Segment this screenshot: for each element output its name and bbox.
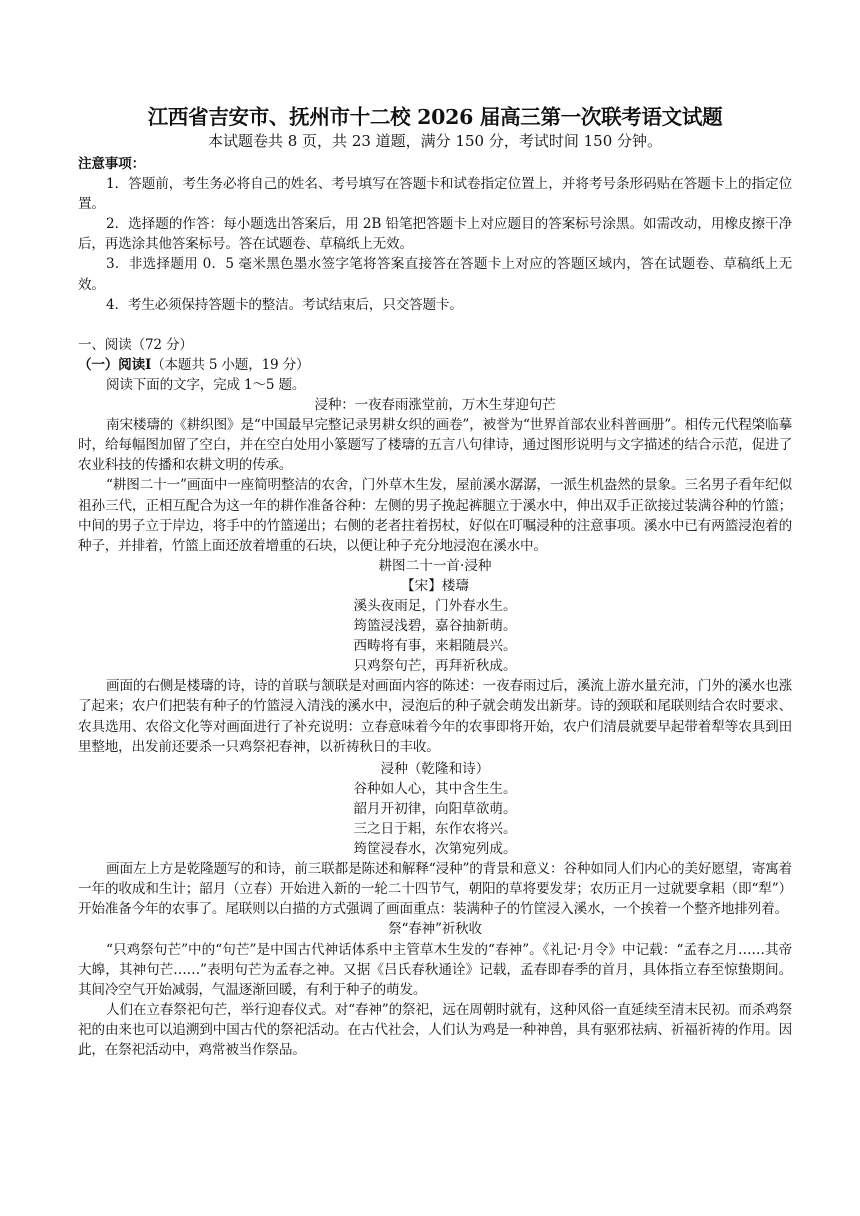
section-title: 一、阅读（72 分） <box>78 336 193 353</box>
exam-title: 江西省吉安市、抚州市十二校 2026 届高三第一次联考语文试题 <box>147 105 723 129</box>
paragraph-6: 人们在立春祭祀句芒，举行迎春仪式。对“春神”的祭祀，远在周朝时就有，这种风俗一直延续至清末民初。而杀鸡祭祀的由来也可以追溯到中国古代的祭祀活动。在古代社会，人们认为鸡是一种神兽，具有驱邪祛病、祈福祈祷的作用。因此，在祭祀活动中，鸡常被当作祭品。 <box>78 1001 792 1059</box>
poem2-line-4: 筠筐浸春水，次第宛列成。 <box>353 841 517 858</box>
poem1-author: 【宋】楼璹 <box>401 577 469 594</box>
poem2-title: 浸种（乾隆和诗） <box>380 760 490 777</box>
poem1-line-2: 筠篮浸浅碧，嘉谷抽新萌。 <box>353 618 517 635</box>
notice-heading: 注意事项： <box>78 156 145 172</box>
paragraph-2: “耕图二十一”画面中一座简明整洁的农舍，门外草木生发，屋前溪水潺潺，一派生机盎然的景象。三名男子看年纪似祖孙三代，正相互配合为这一年的耕作准备谷种：左侧的男子挽起裤腿立于溪水中，伸出双手正欲接过装满谷种的竹篮；中间的男子立于岸边，将手中的竹篮递出；右侧的老者拄着拐杖，好似在叮嘱浸种的注意事项。溪水中已有两篮浸泡着的种子，并排着，竹篮上面还放着增重的石块，以便让种子充分地浸泡在溪水中。 <box>78 477 792 554</box>
poem2-line-2: 韶月开初律，向阳草欲萌。 <box>353 800 517 817</box>
notice-item-3: 3．非选择题用 0．5 毫米黑色墨水签字笔将答案直接答在答题卡上对应的答题区域内，答在试题卷、草稿纸上无效。 <box>78 256 792 293</box>
reading-instruction: 阅读下面的文字，完成 1～5 题。 <box>106 376 306 393</box>
poem1-line-1: 溪头夜雨足，门外春水生。 <box>353 597 517 614</box>
notice-item-4: 4．考生必须保持答题卡的整洁。考试结束后，只交答题卡。 <box>106 296 463 313</box>
notice-item-1: 1．答题前，考生务必将自己的姓名、考号填写在答题卡和试卷指定位置上，并将考号条形码贴在答题卡上的指定位置。 <box>78 176 792 213</box>
subsection-title <box>78 355 792 375</box>
paragraph-5: “只鸡祭句芒”中的“句芒”是中国古代神话体系中主管草木生发的“春神”。《礼记·月令》中记载：“孟春之月……其帝大皞，其神句芒……”表明句芒为孟春之神。又据《吕氏春秋通诠》记载，孟春即春季的首月，具体指立春至惊蛰期间。其间冷空气开始减弱，气温逐渐回暖，有利于种子的萌发。 <box>78 941 792 998</box>
notice-item-2: 2．选择题的作答：每小题选出答案后，用 2B 铅笔把答题卡上对应题目的答案标号涂黑。如需改动，用橡皮擦干净后，再选涂其他答案标号。答在试题卷、草稿纸上无效。 <box>78 216 792 253</box>
article-heading: 浸种：一夜春雨涨堂前，万木生芽迎句芒 <box>314 397 556 414</box>
poem1-title: 耕图二十一首·浸种 <box>378 557 492 574</box>
subsection-label: （一）阅读Ⅰ <box>78 356 152 373</box>
poem2-line-3: 三之日于耜，东作农将兴。 <box>353 821 517 837</box>
paragraph-4: 画面左上方是乾隆题写的和诗，前三联都是陈述和解释“浸种”的背景和意义：谷种如同人们内心的美好愿望，寄寓着一年的收成和生计；韶月（立春）开始进入新的一轮二十四节气，朝阳的草将要发芽；农历正月一过就要拿耜（即“犁”）开始准备今年的农事了。尾联则以白描的方式强调了画面重点：装满种子的竹筐浸入溪水，一个挨着一个整齐地排列着。 <box>78 861 792 918</box>
exam-page <box>78 104 792 1060</box>
paragraph-3: 画面的右侧是楼璹的诗，诗的首联与颔联是对画面内容的陈述：一夜春雨过后，溪流上游水量充沛，门外的溪水也涨了起来；农户们把装有种子的竹篮浸入清浅的溪水中，浸泡后的种子就会萌发出新芽。诗的颈联和尾联则结合农时要求、农具选用、农俗文化等对画面进行了补充说明：立春意味着今年的农事即将开始，农户们清晨就要早起带着犁等农具到田里整地，出发前还要杀一只鸡祭祀春神，以祈祷秋日的丰收。 <box>78 678 792 755</box>
spacer <box>78 315 792 335</box>
poem1-line-4: 只鸡祭句芒，再拜祈秋成。 <box>353 658 517 675</box>
poem1-line-3: 西畴将有事，来耜随晨兴。 <box>353 638 517 655</box>
paragraph-1: 南宋楼璹的《耕织图》是“中国最早完整记录男耕女织的画卷”，被誉为“世界首部农业科普画册”。相传元代程棨临摹时，给每幅图加留了空白，并在空白处用小篆题写了楼璹的五言八句律诗，通过图形说明与文字描述的结合示范，促进了农业科技的传播和农耕文明的传承。 <box>78 417 792 474</box>
article-subheading: 祭“春神”祈秋收 <box>388 921 482 938</box>
subsection-note: （本题共 5 小题，19 分） <box>151 356 310 373</box>
exam-subtitle: 本试题卷共 8 页，共 23 道题，满分 150 分，考试时间 150 分钟。 <box>207 132 663 150</box>
poem2-line-1: 谷种如人心，其中含生生。 <box>353 780 517 797</box>
